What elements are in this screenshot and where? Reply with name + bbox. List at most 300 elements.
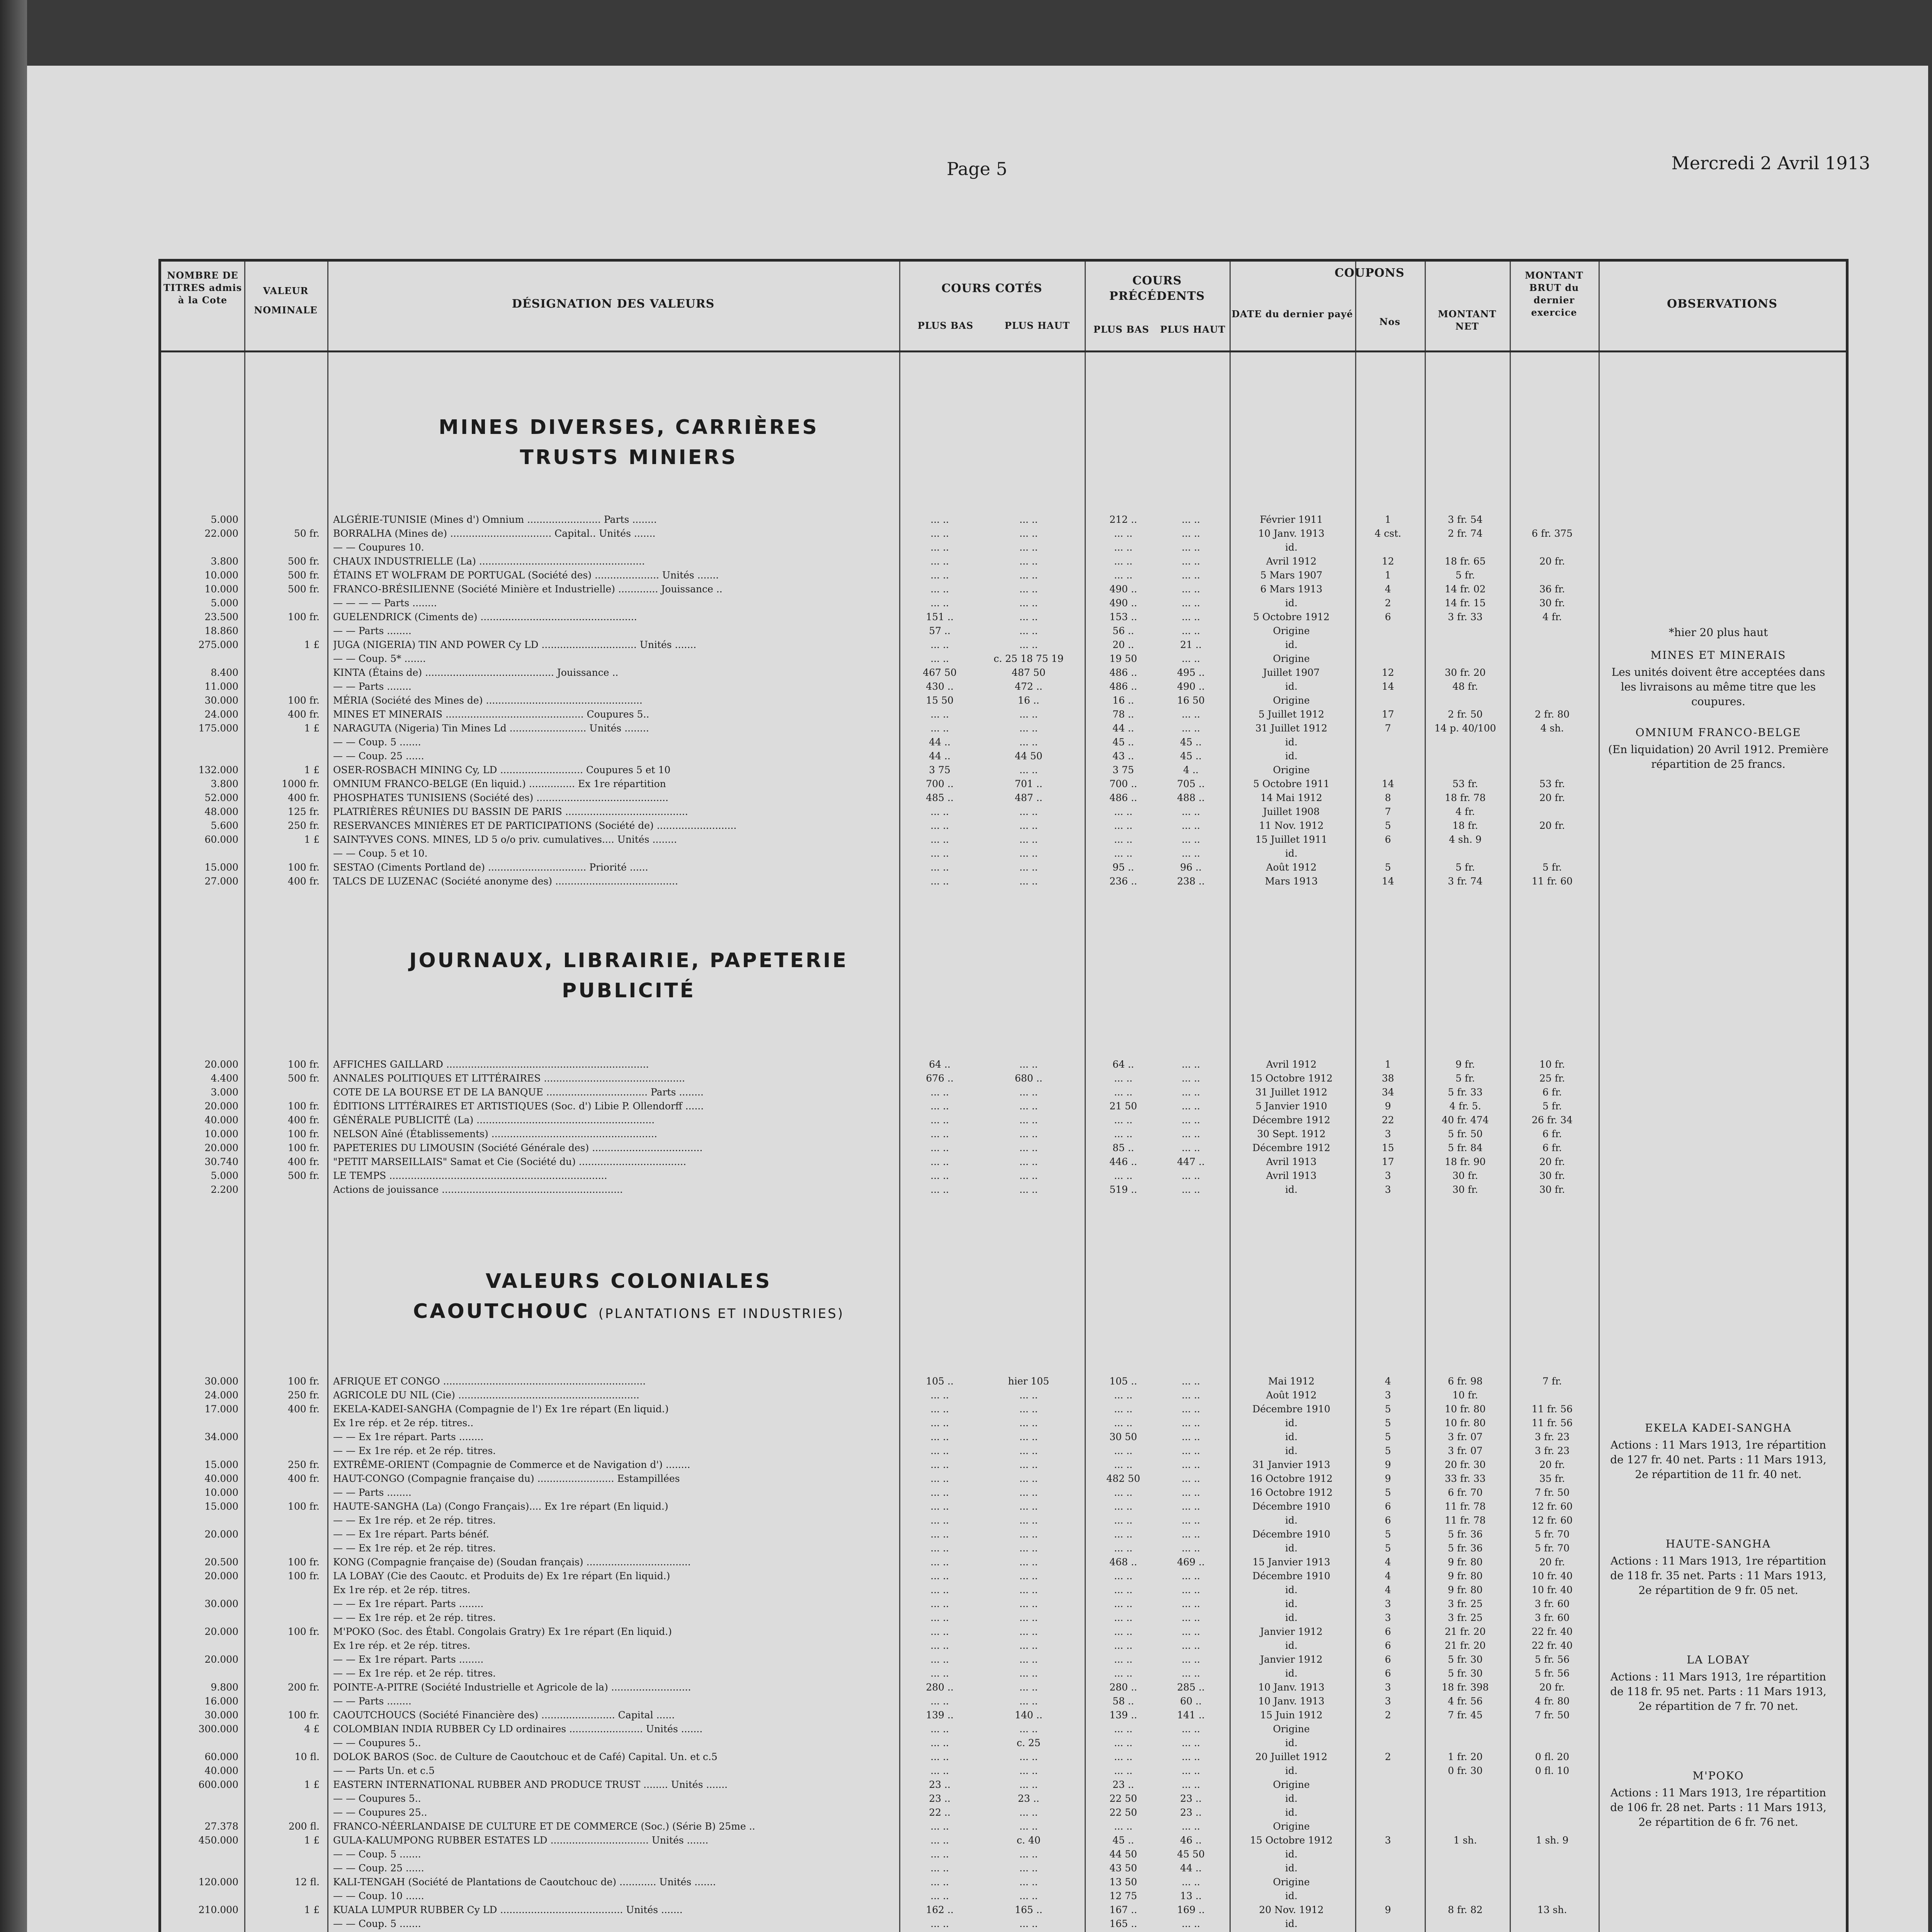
table-row <box>161 1555 1846 1569</box>
cell-prec-bas: 64 .. <box>1112 1059 1134 1070</box>
table-row <box>161 819 1846 833</box>
cell-montant-net: 5 fr. 36 <box>1447 1543 1483 1554</box>
cell-montant-brut: 10 fr. <box>1539 1059 1565 1070</box>
cell-cours-bas: ... .. <box>930 1570 949 1582</box>
table-row <box>161 596 1846 610</box>
cell-prec-bas: ... .. <box>1114 1417 1133 1429</box>
cell-coupon-date: id. <box>1285 1543 1298 1554</box>
cell-designation: — — Ex 1re rép. et 2e rép. titres. <box>333 1515 496 1526</box>
cell-montant-net: 30 fr. <box>1452 1184 1478 1195</box>
cell-coupon-date: Mars 1913 <box>1265 876 1318 887</box>
cell-designation: COTE DE LA BOURSE ET DE LA BANQUE ................................. Parts ........ <box>333 1087 704 1098</box>
col-plus-bas-prec: PLUS BAS <box>1093 324 1150 335</box>
cell-prec-bas: ... .. <box>1114 570 1133 581</box>
col-montant-brut: MONTANT BRUT du dernier exercice <box>1525 270 1583 318</box>
table-row <box>161 652 1846 666</box>
cell-nombre: 27.000 <box>204 876 238 887</box>
cell-cours-haut: ... .. <box>1019 1598 1038 1609</box>
cell-coupon-date: id. <box>1285 750 1298 762</box>
cell-montant-brut: 7 fr. 50 <box>1534 1709 1570 1721</box>
cell-cours-haut: ... .. <box>1019 736 1038 748</box>
cell-prec-bas: ... .. <box>1114 1612 1133 1623</box>
cell-coupon-date: Avril 1912 <box>1266 1059 1317 1070</box>
cell-nombre: 40.000 <box>204 1765 238 1776</box>
cell-cours-haut: ... .. <box>1019 528 1038 539</box>
cell-prec-bas: ... .. <box>1114 820 1133 831</box>
cell-cours-bas: ... .. <box>930 1487 949 1498</box>
cell-cours-bas: ... .. <box>930 1114 949 1126</box>
cell-coupon-no: 3 <box>1385 1612 1391 1623</box>
cell-montant-brut: 20 fr. <box>1539 1156 1565 1167</box>
cell-cours-bas: 280 .. <box>926 1682 954 1693</box>
table-row <box>161 513 1846 527</box>
cell-montant-brut: 6 fr. <box>1542 1087 1562 1098</box>
cell-montant-brut: 11 fr. 56 <box>1532 1417 1573 1429</box>
cell-valeur: 500 fr. <box>287 1073 320 1084</box>
cell-nombre: 30.000 <box>204 1709 238 1721</box>
cell-montant-brut: 13 sh. <box>1537 1904 1567 1915</box>
cell-montant-brut: 4 sh. <box>1540 723 1564 734</box>
cell-valeur: 1 £ <box>304 639 320 650</box>
cell-valeur: 400 fr. <box>287 1114 320 1126</box>
cell-montant-net: 11 fr. 78 <box>1445 1515 1486 1526</box>
cell-cours-haut: ... .. <box>1019 1128 1038 1139</box>
cell-montant-brut: 3 fr. 60 <box>1534 1598 1570 1609</box>
cell-montant-net: 0 fr. 30 <box>1447 1765 1483 1776</box>
table-row <box>161 624 1846 638</box>
cell-coupon-no: 5 <box>1385 820 1391 831</box>
table-row <box>161 1611 1846 1625</box>
cell-prec-bas: 486 .. <box>1109 681 1137 692</box>
cell-designation: — — Parts ........ <box>333 625 412 636</box>
cell-coupon-no: 22 <box>1382 1114 1394 1126</box>
cell-prec-haut: ... .. <box>1182 1059 1200 1070</box>
cell-cours-bas: ... .. <box>930 1862 949 1874</box>
cell-montant-brut: 30 fr. <box>1539 1170 1565 1181</box>
cell-coupon-date: id. <box>1285 1807 1298 1818</box>
cell-prec-haut: ... .. <box>1182 820 1200 831</box>
cell-valeur: 100 fr. <box>287 611 320 622</box>
cell-prec-bas: 153 .. <box>1109 611 1137 622</box>
table-row <box>161 1903 1846 1917</box>
cell-cours-haut: ... .. <box>1019 1584 1038 1595</box>
cell-coupon-date: Origine <box>1273 695 1310 706</box>
cell-designation: "PETIT MARSEILLAIS" Samat et Cie (Société du) ................................... <box>333 1156 686 1167</box>
cell-cours-bas: 15 50 <box>926 695 954 706</box>
cell-cours-haut: 701 .. <box>1015 778 1043 789</box>
table-row <box>161 1708 1846 1722</box>
cell-cours-bas: 64 .. <box>929 1059 951 1070</box>
table-row <box>161 1653 1846 1667</box>
cell-nombre: 3.000 <box>211 1087 238 1098</box>
cell-nombre: 15.000 <box>204 862 238 873</box>
cell-coupon-date: Janvier 1912 <box>1260 1626 1323 1637</box>
cell-montant-brut: 30 fr. <box>1539 1184 1565 1195</box>
cell-montant-net: 48 fr. <box>1452 681 1478 692</box>
cell-prec-haut: ... .. <box>1182 1170 1200 1181</box>
cell-nombre: 48.000 <box>204 806 238 817</box>
cell-nombre: 210.000 <box>198 1904 238 1915</box>
cell-designation: COLOMBIAN INDIA RUBBER Cy LD ordinaires ........................ Unités ....... <box>333 1723 703 1735</box>
cell-designation: — — Ex 1re rép. et 2e rép. titres. <box>333 1445 496 1456</box>
cell-cours-bas: ... .. <box>930 1598 949 1609</box>
cell-coupon-no: 4 <box>1385 1584 1391 1595</box>
cell-prec-haut: ... .. <box>1182 570 1200 581</box>
table-row <box>161 1583 1846 1597</box>
observation-text: Actions : 11 Mars 1913, 1re répartition de 118 fr. 35 net. Parts : 11 Mars 1913, 2e répartition de 9 fr. 05 net. <box>1610 1554 1827 1597</box>
cell-prec-haut: ... .. <box>1182 1598 1200 1609</box>
table-row <box>161 861 1846 874</box>
observation-note <box>1602 1653 1834 1714</box>
cell-coupon-date: 15 Juillet 1911 <box>1255 834 1328 845</box>
cell-coupon-date: 10 Janv. 1913 <box>1258 1696 1325 1707</box>
cell-montant-net: 5 fr. 84 <box>1447 1142 1483 1153</box>
cell-nombre: 30.000 <box>204 1598 238 1609</box>
cell-cours-bas: ... .. <box>930 1184 949 1195</box>
cell-prec-haut: 45 .. <box>1180 750 1202 762</box>
cell-prec-bas: ... .. <box>1114 1640 1133 1651</box>
cell-cours-haut: ... .. <box>1019 1431 1038 1442</box>
cell-prec-bas: 30 50 <box>1109 1431 1137 1442</box>
cell-valeur: 250 fr. <box>287 1459 320 1470</box>
table-row <box>161 1155 1846 1169</box>
cell-coupon-date: 5 Janvier 1910 <box>1255 1100 1327 1112</box>
cell-prec-bas: 486 .. <box>1109 792 1137 803</box>
cell-cours-bas: ... .. <box>930 1876 949 1888</box>
table-row <box>161 1792 1846 1806</box>
cell-valeur: 1 £ <box>304 1835 320 1846</box>
cell-montant-brut: 12 fr. 60 <box>1532 1501 1573 1512</box>
cell-coupon-no: 3 <box>1385 1170 1391 1181</box>
cell-coupon-date: id. <box>1285 597 1298 609</box>
cell-prec-bas: 19 50 <box>1109 653 1137 664</box>
cell-coupon-no: 2 <box>1385 597 1391 609</box>
cell-prec-haut: ... .. <box>1182 1417 1200 1429</box>
cell-cours-bas: ... .. <box>930 1640 949 1651</box>
rows-journaux <box>161 1058 1846 1197</box>
cell-coupon-date: id. <box>1285 1640 1298 1651</box>
table-row <box>161 1113 1846 1127</box>
header-rule <box>161 350 1846 352</box>
cell-montant-net: 18 fr. 398 <box>1442 1682 1489 1693</box>
cell-prec-bas: ... .. <box>1114 1114 1133 1126</box>
cell-montant-brut: 11 fr. 56 <box>1532 1403 1573 1415</box>
cell-cours-bas: ... .. <box>930 528 949 539</box>
cell-coupon-date: 15 Octobre 1912 <box>1250 1073 1333 1084</box>
cell-prec-bas: 85 .. <box>1112 1142 1134 1153</box>
cell-prec-haut: 490 .. <box>1177 681 1205 692</box>
cell-cours-haut: ... .. <box>1019 1751 1038 1762</box>
cell-cours-bas: 23 .. <box>929 1779 951 1790</box>
cell-coupon-no: 6 <box>1385 1654 1391 1665</box>
cell-montant-net: 1 fr. 20 <box>1447 1751 1483 1762</box>
cell-cours-bas: ... .. <box>930 583 949 595</box>
cell-prec-bas: 16 .. <box>1112 695 1134 706</box>
cell-cours-bas: ... .. <box>930 542 949 553</box>
cell-montant-net: 14 p. 40/100 <box>1434 723 1496 734</box>
cell-montant-net: 9 fr. 80 <box>1447 1584 1483 1595</box>
cell-prec-haut: 705 .. <box>1177 778 1205 789</box>
cell-montant-net: 3 fr. 74 <box>1447 876 1483 887</box>
cell-nombre: 11.000 <box>204 681 238 692</box>
cell-montant-net: 21 fr. 20 <box>1445 1626 1486 1637</box>
cell-valeur: 100 fr. <box>287 1626 320 1637</box>
cell-nombre: 24.000 <box>204 709 238 720</box>
cell-prec-haut: 495 .. <box>1177 667 1205 678</box>
cell-cours-bas: ... .. <box>930 1584 949 1595</box>
cell-coupon-date: id. <box>1285 1184 1298 1195</box>
cell-prec-bas: 468 .. <box>1109 1556 1137 1568</box>
cell-cours-haut: ... .. <box>1019 820 1038 831</box>
cell-valeur: 1 £ <box>304 834 320 845</box>
cell-cours-bas: ... .. <box>930 1417 949 1429</box>
cell-cours-haut: 44 50 <box>1015 750 1043 762</box>
cell-cours-bas: 676 .. <box>926 1073 954 1084</box>
cell-coupon-date: Décembre 1910 <box>1252 1403 1330 1415</box>
cell-cours-haut: ... .. <box>1019 597 1038 609</box>
cell-prec-haut: ... .. <box>1182 1654 1200 1665</box>
cell-designation: Actions de jouissance ........................................................... <box>333 1184 623 1195</box>
cell-cours-bas: 57 .. <box>929 625 951 636</box>
cell-cours-bas: 162 .. <box>926 1904 954 1915</box>
cell-valeur: 10 fl. <box>294 1751 320 1762</box>
cell-prec-bas: ... .. <box>1114 1584 1133 1595</box>
cell-coupon-no: 4 <box>1385 1570 1391 1582</box>
cell-prec-haut: 16 50 <box>1177 695 1205 706</box>
cell-prec-bas: 13 50 <box>1109 1876 1137 1888</box>
cell-montant-net: 9 fr. 80 <box>1447 1556 1483 1568</box>
cell-prec-haut: ... .. <box>1182 1779 1200 1790</box>
cell-designation: KINTA (Étains de) .......................................... Jouissance .. <box>333 667 619 678</box>
cell-montant-net: 33 fr. 33 <box>1445 1473 1486 1484</box>
cell-cours-haut: ... .. <box>1019 709 1038 720</box>
cell-coupon-no: 3 <box>1385 1835 1391 1846</box>
section-title-journaux <box>161 946 1096 1006</box>
cell-cours-bas: ... .. <box>930 570 949 581</box>
cell-prec-haut: 285 .. <box>1177 1682 1205 1693</box>
cell-cours-bas: ... .. <box>930 1835 949 1846</box>
cell-montant-net: 3 fr. 54 <box>1447 514 1483 525</box>
cell-designation: — — Ex 1re répart. Parts ........ <box>333 1654 484 1665</box>
cell-prec-haut: ... .. <box>1182 1626 1200 1637</box>
cell-coupon-no: 5 <box>1385 862 1391 873</box>
cell-designation: — — Coupures 5.. <box>333 1737 421 1748</box>
cell-prec-haut: ... .. <box>1182 1473 1200 1484</box>
cell-nombre: 20.000 <box>204 1100 238 1112</box>
cell-designation: HAUTE-SANGHA (La) (Congo Français).... Ex 1re répart (En liquid.) <box>333 1501 668 1512</box>
cell-designation: PHOSPHATES TUNISIENS (Société des) ........................................... <box>333 792 668 803</box>
cell-montant-net: 4 sh. 9 <box>1449 834 1482 845</box>
cell-valeur: 100 fr. <box>287 1709 320 1721</box>
cell-coupon-no: 14 <box>1382 876 1394 887</box>
cell-montant-net: 2 fr. 74 <box>1447 528 1483 539</box>
cell-cours-haut: ... .. <box>1019 1570 1038 1582</box>
table-row <box>161 1750 1846 1764</box>
cell-cours-haut: ... .. <box>1019 834 1038 845</box>
cell-coupon-date: 10 Janv. 1913 <box>1258 1682 1325 1693</box>
table-row <box>161 707 1846 721</box>
cell-prec-haut: ... .. <box>1182 583 1200 595</box>
cell-prec-haut: ... .. <box>1182 1073 1200 1084</box>
cell-designation: — — Ex 1re rép. et 2e rép. titres. <box>333 1543 496 1554</box>
cell-valeur: 125 fr. <box>287 806 320 817</box>
cell-coupon-date: Origine <box>1273 1723 1310 1735</box>
cell-prec-bas: ... .. <box>1114 1403 1133 1415</box>
cell-prec-haut: ... .. <box>1182 1184 1200 1195</box>
cell-cours-bas: ... .. <box>930 653 949 664</box>
cell-nombre: 23.500 <box>204 611 238 622</box>
cell-designation: — — — — Parts ........ <box>333 597 437 609</box>
cell-prec-bas: ... .. <box>1114 834 1133 845</box>
cell-cours-bas: ... .. <box>930 514 949 525</box>
cell-montant-brut: 5 fr. 70 <box>1534 1529 1570 1540</box>
cell-coupon-date: Juillet 1908 <box>1263 806 1320 817</box>
cell-coupon-no: 6 <box>1385 1626 1391 1637</box>
col-observations: OBSERVATIONS <box>1667 297 1778 311</box>
cell-cours-haut: ... .. <box>1019 1170 1038 1181</box>
cell-prec-haut: ... .. <box>1182 1459 1200 1470</box>
cell-prec-haut: 96 .. <box>1180 862 1202 873</box>
cell-montant-brut: 5 fr. 56 <box>1534 1654 1570 1665</box>
cell-cours-haut: ... .. <box>1019 514 1038 525</box>
cell-prec-bas: 486 .. <box>1109 667 1137 678</box>
cell-designation: — — Coup. 25 ...... <box>333 1862 424 1874</box>
cell-prec-bas: 22 50 <box>1109 1793 1137 1804</box>
cell-nombre: 132.000 <box>198 764 238 776</box>
cell-cours-bas: ... .. <box>930 1849 949 1860</box>
section-subheading: TRUSTS MINIERS <box>520 446 738 469</box>
table-row <box>161 1625 1846 1639</box>
cell-prec-bas: ... .. <box>1114 1087 1133 1098</box>
cell-cours-haut: ... .. <box>1019 1100 1038 1112</box>
cell-cours-haut: ... .. <box>1019 1114 1038 1126</box>
cell-montant-net: 2 fr. 50 <box>1447 709 1483 720</box>
cell-designation: EASTERN INTERNATIONAL RUBBER AND PRODUCE TRUST ........ Unités ....... <box>333 1779 728 1790</box>
table-row <box>161 554 1846 568</box>
table-row <box>161 777 1846 791</box>
cell-cours-haut: 23 .. <box>1018 1793 1039 1804</box>
cell-cours-haut: c. 25 <box>1017 1737 1041 1748</box>
cell-prec-haut: ... .. <box>1182 1389 1200 1401</box>
cell-prec-haut: 46 .. <box>1180 1835 1202 1846</box>
cell-coupon-date: 16 Octobre 1912 <box>1250 1473 1333 1484</box>
cell-cours-haut: ... .. <box>1019 1723 1038 1735</box>
table-row <box>161 721 1846 735</box>
cell-nombre: 300.000 <box>198 1723 238 1735</box>
cell-coupon-no: 6 <box>1385 1501 1391 1512</box>
cell-montant-net: 11 fr. 78 <box>1445 1501 1486 1512</box>
cell-coupon-date: Origine <box>1273 653 1310 664</box>
col-nos: Nos <box>1379 316 1401 327</box>
observation-note <box>1602 725 1834 772</box>
cell-montant-net: 9 fr. 80 <box>1447 1570 1483 1582</box>
quotation-table <box>158 259 1849 1932</box>
cell-designation: — — Coup. 5 ....... <box>333 1918 421 1929</box>
cell-prec-haut: ... .. <box>1182 806 1200 817</box>
cell-coupon-date: id. <box>1285 1765 1298 1776</box>
cell-montant-brut: 36 fr. <box>1539 583 1565 595</box>
cell-prec-bas: 43 50 <box>1109 1862 1137 1874</box>
cell-designation: — — Parts Un. et c.5 <box>333 1765 435 1776</box>
cell-prec-haut: ... .. <box>1182 709 1200 720</box>
cell-cours-bas: ... .. <box>930 1751 949 1762</box>
cell-cours-haut: ... .. <box>1019 1821 1038 1832</box>
cell-cours-haut: ... .. <box>1019 1459 1038 1470</box>
cell-nombre: 20.000 <box>204 1142 238 1153</box>
cell-designation: OMNIUM FRANCO-BELGE (En liquid.) ............... Ex 1re répartition <box>333 778 666 789</box>
cell-montant-brut: 6 fr. 375 <box>1532 528 1573 539</box>
cell-coupon-date: 5 Mars 1907 <box>1260 570 1323 581</box>
cell-cours-bas: ... .. <box>930 1918 949 1929</box>
cell-coupon-date: Décembre 1910 <box>1252 1501 1330 1512</box>
cell-prec-bas: 20 .. <box>1112 639 1134 650</box>
cell-montant-brut: 3 fr. 60 <box>1534 1612 1570 1623</box>
cell-designation: CAOUTCHOUCS (Société Financière des) ........................ Capital ...... <box>333 1709 675 1721</box>
cell-montant-brut: 1 sh. 9 <box>1536 1835 1569 1846</box>
table-row <box>161 1680 1846 1694</box>
cell-nombre: 450.000 <box>198 1835 238 1846</box>
cell-montant-brut: 26 fr. 34 <box>1532 1114 1573 1126</box>
cell-coupon-date: 20 Nov. 1912 <box>1259 1904 1324 1915</box>
cell-coupon-date: id. <box>1285 1445 1298 1456</box>
cell-designation: AFFICHES GAILLARD .................................................................. <box>333 1059 649 1070</box>
cell-montant-net: 14 fr. 15 <box>1445 597 1486 609</box>
table-row <box>161 1099 1846 1113</box>
cell-coupon-date: Août 1912 <box>1266 1389 1317 1401</box>
table-row <box>161 1416 1846 1430</box>
cell-montant-net: 1 sh. <box>1453 1835 1477 1846</box>
table-row <box>161 1402 1846 1416</box>
cell-coupon-no: 15 <box>1382 1142 1394 1153</box>
cell-designation: RESERVANCES MINIÈRES ET DE PARTICIPATIONS (Société de) .......................... <box>333 820 737 831</box>
section-subheading: CAOUTCHOUC <box>413 1300 590 1323</box>
observation-title: OMNIUM FRANCO-BELGE <box>1635 726 1801 739</box>
cell-prec-bas: 490 .. <box>1109 597 1137 609</box>
cell-designation: M'POKO (Soc. des Établ. Congolais Gratry) Ex 1re répart (En liquid.) <box>333 1626 672 1637</box>
cell-coupon-date: id. <box>1285 542 1298 553</box>
observation-title: LA LOBAY <box>1687 1653 1750 1666</box>
cell-designation: NELSON Aîné (Établissements) ...................................................... <box>333 1128 657 1139</box>
cell-nombre: 275.000 <box>198 639 238 650</box>
cell-valeur: 100 fr. <box>287 1556 320 1568</box>
cell-prec-bas: ... .. <box>1114 1128 1133 1139</box>
cell-valeur: 400 fr. <box>287 792 320 803</box>
cell-prec-haut: ... .. <box>1182 556 1200 567</box>
cell-cours-bas: ... .. <box>930 1612 949 1623</box>
cell-prec-haut: 141 .. <box>1177 1709 1205 1721</box>
table-row <box>161 1071 1846 1085</box>
cell-prec-haut: 60 .. <box>1180 1696 1202 1707</box>
cell-coupon-date: id. <box>1285 1849 1298 1860</box>
cell-cours-bas: 485 .. <box>926 792 954 803</box>
cell-cours-haut: ... .. <box>1019 556 1038 567</box>
cell-valeur: 1 £ <box>304 1779 320 1790</box>
cell-coupon-date: Origine <box>1273 1821 1310 1832</box>
cell-cours-haut: ... .. <box>1019 1918 1038 1929</box>
table-row <box>161 1541 1846 1555</box>
col-plus-haut-prec: PLUS HAUT <box>1160 324 1226 335</box>
cell-valeur: 250 fr. <box>287 820 320 831</box>
cell-cours-bas: ... .. <box>930 1890 949 1901</box>
cell-nombre: 27.378 <box>204 1821 238 1832</box>
cell-cours-bas: ... .. <box>930 834 949 845</box>
cell-coupon-no: 34 <box>1382 1087 1394 1098</box>
newspaper-page <box>27 66 1928 1932</box>
cell-designation: AGRICOLE DU NIL (Cie) ........................................................... <box>333 1389 639 1401</box>
cell-nombre: 20.500 <box>204 1556 238 1568</box>
observation-note <box>1602 1769 1834 1830</box>
cell-prec-haut: ... .. <box>1182 1445 1200 1456</box>
